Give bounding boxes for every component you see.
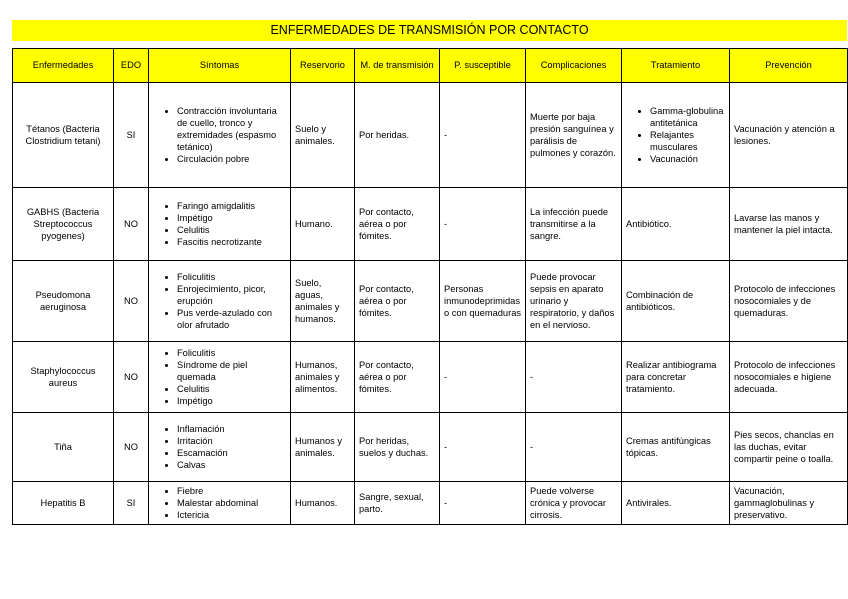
- transmission-cell: Por heridas.: [355, 83, 440, 188]
- treatment-cell: Realizar antibiograma para concretar tratamiento.: [622, 342, 730, 413]
- symptoms-cell: [149, 413, 291, 482]
- prevention-cell: Protocolo de infecciones nosocomiales y de quemaduras.: [730, 261, 848, 342]
- transmission-cell: Por contacto, aérea o por fómites.: [355, 342, 440, 413]
- transmission-cell: Sangre, sexual, parto.: [355, 482, 440, 525]
- header-cell: Complicaciones: [526, 49, 622, 83]
- complications-cell: Puede provocar sepsis en aparato urinario y respiratorio, y daños en el nervioso.: [526, 261, 622, 342]
- diseases-table: [12, 48, 848, 525]
- prevention-cell: Vacunación y atención a lesiones.: [730, 83, 848, 188]
- list-item: • Gamma-globulina antitetánica: [650, 105, 725, 129]
- list-item: • Faringo amigdalitis: [177, 200, 286, 212]
- complications-cell: -: [526, 342, 622, 413]
- reservoir-cell: Humanos.: [291, 482, 355, 525]
- susceptible-cell: -: [440, 188, 526, 261]
- edo-cell: NO: [114, 413, 149, 482]
- symptoms-cell: [149, 188, 291, 261]
- table-row: [13, 342, 848, 413]
- reservoir-cell: Humanos y animales.: [291, 413, 355, 482]
- disease-cell: Pseudomona aeruginosa: [13, 261, 114, 342]
- complications-cell: Puede volverse crónica y provocar cirrosis.: [526, 482, 622, 525]
- header-cell: M. de transmisión: [355, 49, 440, 83]
- disease-cell: Staphylococcus aureus: [13, 342, 114, 413]
- disease-cell: Tiña: [13, 413, 114, 482]
- edo-cell: NO: [114, 261, 149, 342]
- symptoms-cell: [149, 83, 291, 188]
- disease-cell: Tétanos (Bacteria Clostridium tetani): [13, 83, 114, 188]
- prevention-cell: Lavarse las manos y mantener la piel intacta.: [730, 188, 848, 261]
- treatment-cell: Antibiótico.: [622, 188, 730, 261]
- list-item: • Celulitis: [177, 383, 286, 395]
- page-title: ENFERMEDADES DE TRANSMISIÓN POR CONTACTO: [12, 20, 847, 41]
- header-cell: Enfermedades: [13, 49, 114, 83]
- edo-cell: SI: [114, 482, 149, 525]
- edo-cell: NO: [114, 342, 149, 413]
- table-row: [13, 482, 848, 525]
- disease-cell: Hepatitis B: [13, 482, 114, 525]
- susceptible-cell: -: [440, 83, 526, 188]
- table-row: [13, 83, 848, 188]
- list-item: • Contracción involuntaria de cuello, tronco y extremidades (espasmo tetánico): [177, 105, 286, 153]
- symptoms-cell: [149, 482, 291, 525]
- edo-cell: SI: [114, 83, 149, 188]
- treatment-cell: Cremas antifúngicas tópicas.: [622, 413, 730, 482]
- list-item: • Inflamación: [177, 423, 286, 435]
- table-row: [13, 261, 848, 342]
- susceptible-cell: -: [440, 413, 526, 482]
- treatment-cell: Antivirales.: [622, 482, 730, 525]
- list-item: • Enrojecimiento, picor, erupción: [177, 283, 286, 307]
- list-item: • Celulitis: [177, 224, 286, 236]
- list-item: • Foliculitis: [177, 271, 286, 283]
- reservoir-cell: Humanos, animales y alimentos.: [291, 342, 355, 413]
- list-item: • Impétigo: [177, 212, 286, 224]
- list-item: • Fascitis necrotizante: [177, 236, 286, 248]
- prevention-cell: Vacunación, gammaglobulinas y preservativo.: [730, 482, 848, 525]
- list-item: • Malestar abdominal: [177, 497, 286, 509]
- susceptible-cell: Personas inmunodeprimidas o con quemaduras: [440, 261, 526, 342]
- susceptible-cell: -: [440, 482, 526, 525]
- prevention-cell: Pies secos, chanclas en las duchas, evitar compartir peine o toalla.: [730, 413, 848, 482]
- header-cell: Prevención: [730, 49, 848, 83]
- edo-cell: NO: [114, 188, 149, 261]
- list-item: • Escamación: [177, 447, 286, 459]
- reservoir-cell: Suelo y animales.: [291, 83, 355, 188]
- transmission-cell: Por heridas, suelos y duchas.: [355, 413, 440, 482]
- disease-cell: GABHS (Bacteria Streptococcus pyogenes): [13, 188, 114, 261]
- header-row: [13, 49, 848, 83]
- list-item: • Fiebre: [177, 485, 286, 497]
- prevention-cell: Protocolo de infecciones nosocomiales e higiene adecuada.: [730, 342, 848, 413]
- list-item: • Calvas: [177, 459, 286, 471]
- header-cell: Tratamiento: [622, 49, 730, 83]
- list-item: • Circulación pobre: [177, 153, 286, 165]
- header-cell: Reservorio: [291, 49, 355, 83]
- treatment-cell: Combinación de antibióticos.: [622, 261, 730, 342]
- list-item: • Relajantes musculares: [650, 129, 725, 153]
- symptoms-cell: [149, 342, 291, 413]
- symptoms-cell: [149, 261, 291, 342]
- susceptible-cell: -: [440, 342, 526, 413]
- complications-cell: Muerte por baja presión sanguínea y parálisis de pulmones y corazón.: [526, 83, 622, 188]
- reservoir-cell: Suelo, aguas, animales y humanos.: [291, 261, 355, 342]
- header-cell: P. susceptible: [440, 49, 526, 83]
- header-cell: Síntomas: [149, 49, 291, 83]
- list-item: • Ictericia: [177, 509, 286, 521]
- complications-cell: La infección puede transmitirse a la sangre.: [526, 188, 622, 261]
- treatment-cell: [622, 83, 730, 188]
- reservoir-cell: Humano.: [291, 188, 355, 261]
- transmission-cell: Por contacto, aérea o por fómites.: [355, 261, 440, 342]
- list-item: • Vacunación: [650, 153, 725, 165]
- table-row: [13, 188, 848, 261]
- transmission-cell: Por contacto, aérea o por fómites.: [355, 188, 440, 261]
- list-item: • Foliculitis: [177, 347, 286, 359]
- table-row: [13, 413, 848, 482]
- complications-cell: -: [526, 413, 622, 482]
- header-cell: EDO: [114, 49, 149, 83]
- list-item: • Impétigo: [177, 395, 286, 407]
- list-item: • Pus verde-azulado con olor afrutado: [177, 307, 286, 331]
- list-item: • Irritación: [177, 435, 286, 447]
- list-item: • Síndrome de piel quemada: [177, 359, 286, 383]
